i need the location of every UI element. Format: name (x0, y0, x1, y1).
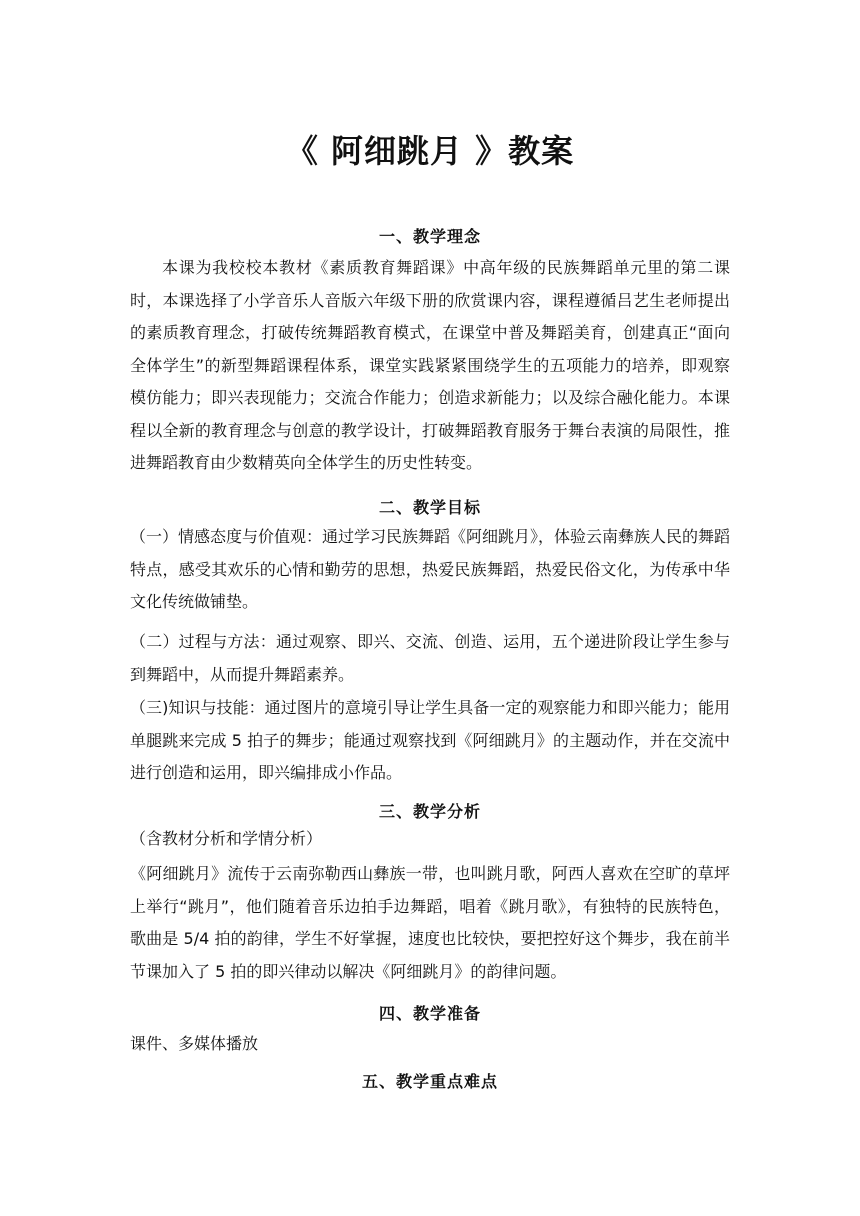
objective-process: （二）过程与方法：通过观察、即兴、交流、创造、运用，五个递进阶段让学生参与到舞蹈中，从而提升舞蹈素养。 (130, 632, 730, 684)
analysis-paragraph: 《阿细跳月》流传于云南弥勒西山彝族一带，也叫跳月歌，阿西人喜欢在空旷的草坪上举行“跳月”，他们随着音乐边拍手边舞蹈，唱着《跳月歌》，有独特的民族特色，歌曲是 5/4 拍的韵律，学生不好掌握，速度也比较快，要把控好这个舞步，我在前半节课加入了 5 拍的即兴律动以解决《阿细跳月》的韵律问题。 (130, 864, 730, 981)
section-heading-objectives: 二、教学目标 (378, 498, 481, 517)
section-heading-preparation: 四、教学准备 (378, 1004, 481, 1023)
section-heading-key-points: 五、教学重点难点 (361, 1072, 498, 1091)
objective-emotion: （一）情感态度与价值观：通过学习民族舞蹈《阿细跳月》，体验云南彝族人民的舞蹈特点，感受其欢乐的心情和勤劳的思想，热爱民族舞蹈，热爱民俗文化，为传承中华文化传统做铺垫。 (130, 527, 731, 611)
section-heading-analysis: 三、教学分析 (378, 802, 481, 821)
analysis-note: （含教材分析和学情分析） (130, 829, 323, 848)
philosophy-paragraph: 本课为我校校本教材《素质教育舞蹈课》中高年级的民族舞蹈单元里的第二课时，本课选择了小学音乐人音版六年级下册的欣赏课内容，课程遵循吕艺生老师提出的素质教育理念，打破传统舞蹈教育模式，在课堂中普及舞蹈美育，创建真正“面向全体学生”的新型舞蹈课程体系，课堂实践紧紧围绕学生的五项能力的培养，即观察模仿能力；即兴表现能力；交流合作能力；创造求新能力；以及综合融化能力。本课程以全新的教育理念与创意的教学设计，打破舞蹈教育服务于舞台表演的局限性，推进舞蹈教育由少数精英向全体学生的历史性转变。 (130, 258, 730, 472)
objective-knowledge: （三)知识与技能：通过图片的意境引导让学生具备一定的观察能力和即兴能力；能用单腿跳来完成 5 拍子的舞步；能通过观察找到《阿细跳月》的主题动作，并在交流中进行创造和运用，即兴编排成小作品。 (130, 698, 730, 782)
section-heading-philosophy: 一、教学理念 (378, 227, 481, 246)
preparation-text: 课件、多媒体播放 (130, 1034, 259, 1053)
document-title: 《 阿细跳月 》教案 (285, 132, 575, 170)
